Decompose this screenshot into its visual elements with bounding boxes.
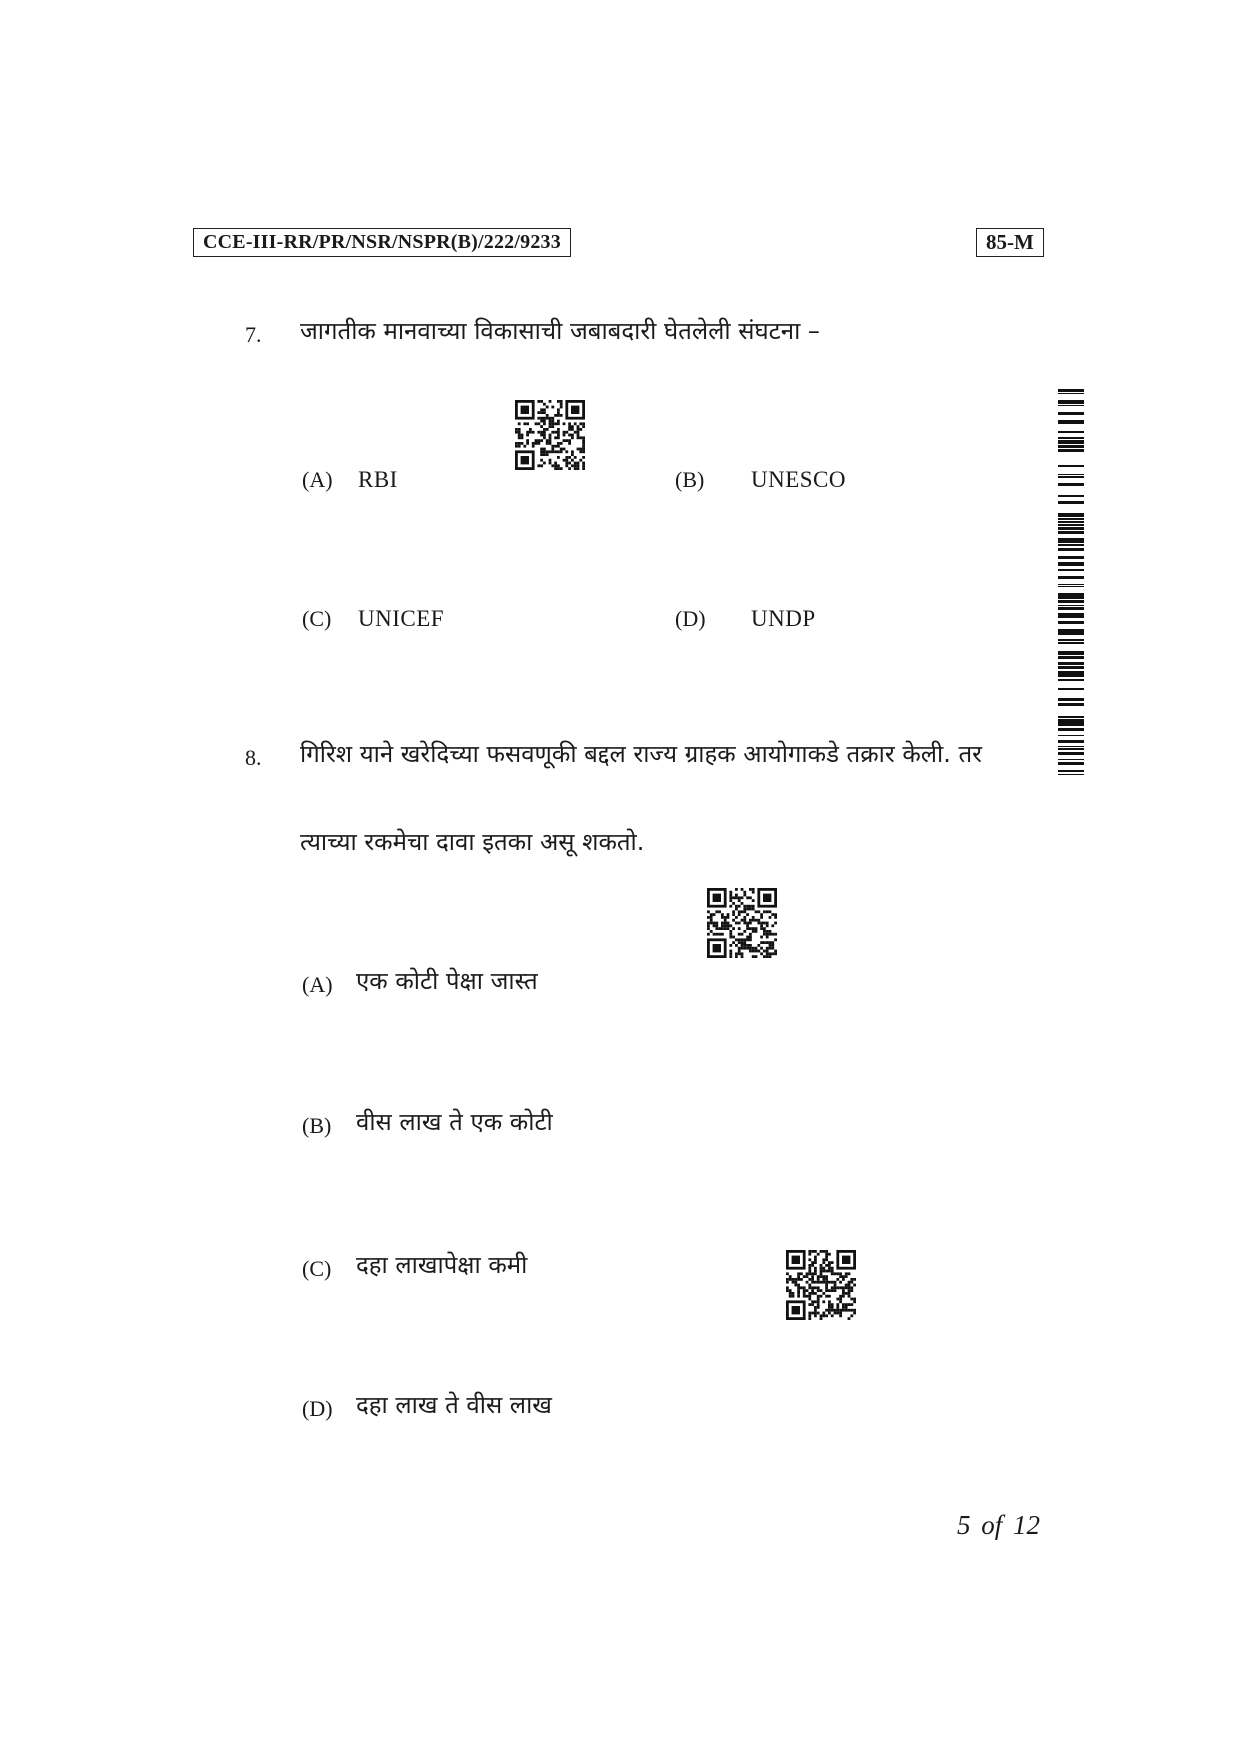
q7-option-c-letter: (C) — [302, 606, 332, 631]
q7-option-a-text: RBI — [358, 467, 398, 492]
q8-option-c-letter: (C) — [302, 1256, 332, 1281]
q8-option-c-text: दहा लाखापेक्षा कमी — [356, 1251, 528, 1279]
q8-option-d-text: दहा लाख ते वीस लाख — [356, 1391, 552, 1419]
q7-option-c-text: UNICEF — [358, 606, 445, 631]
page-number: 5 of 12 — [957, 1510, 1041, 1540]
question-7-number: 7. — [245, 322, 262, 347]
q8-option-a-text: एक कोटी पेक्षा जास्त — [356, 967, 538, 995]
question-8-text-line-1: गिरिश याने खरेदिच्या फसवणूकी बद्दल राज्य ग्राहक आयोगाकडे तक्रार केली. तर — [300, 740, 982, 768]
qr-code-2 — [707, 888, 777, 958]
q7-option-b-text: UNESCO — [751, 467, 847, 492]
exam-code: CCE-III-RR/PR/NSR/NSPR(B)/222/9233 — [193, 228, 571, 257]
set-code: 85-M — [976, 228, 1044, 257]
q7-option-d-text: UNDP — [751, 606, 816, 631]
qr-code-1 — [515, 400, 585, 470]
question-7-text: जागतीक मानवाच्या विकासाची जबाबदारी घेतलेली संघटना – — [300, 317, 820, 345]
q8-option-b-letter: (B) — [302, 1113, 332, 1138]
q8-option-d-letter: (D) — [302, 1396, 333, 1421]
q7-option-d-letter: (D) — [675, 606, 706, 631]
q8-option-b-text: वीस लाख ते एक कोटी — [356, 1108, 553, 1136]
barcode — [1058, 389, 1084, 775]
q7-option-b-letter: (B) — [675, 467, 705, 492]
question-8-number: 8. — [245, 745, 262, 770]
q7-option-a-letter: (A) — [302, 467, 333, 492]
qr-code-3 — [786, 1250, 856, 1320]
q8-option-a-letter: (A) — [302, 972, 333, 997]
question-8-text-line-2: त्याच्या रकमेचा दावा इतका असू शकतो. — [300, 828, 645, 856]
